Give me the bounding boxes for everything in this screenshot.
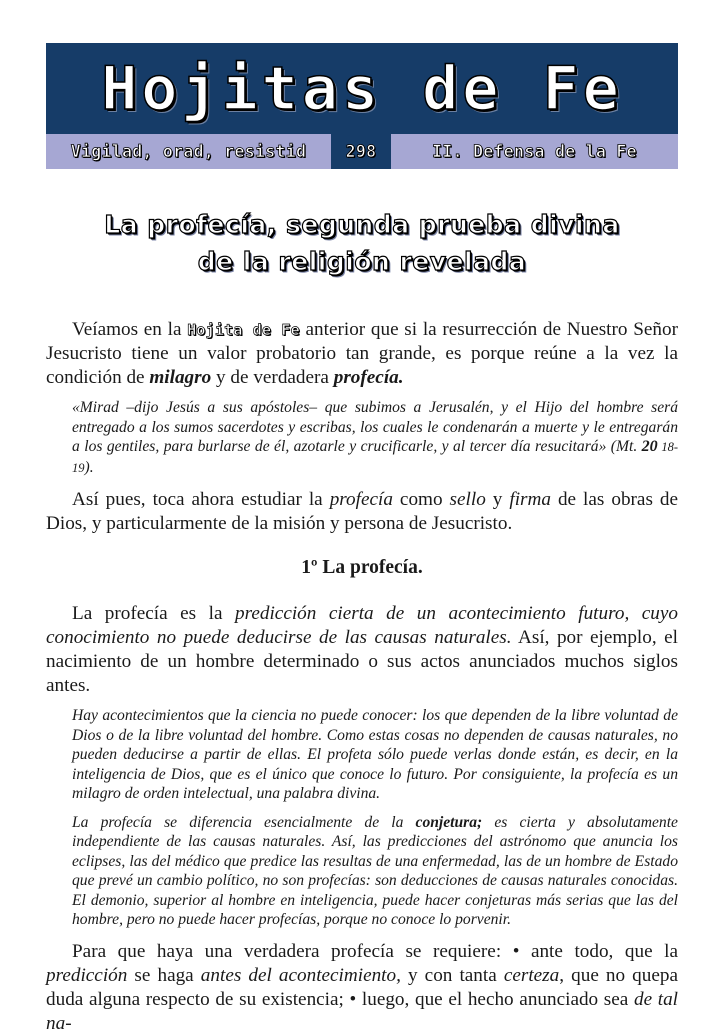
- emphasis: profecía.: [333, 367, 404, 388]
- masthead-title-band: [46, 43, 678, 134]
- paragraph-seal: [46, 488, 678, 536]
- article-title: [46, 206, 678, 280]
- masthead: [46, 43, 678, 169]
- text: Así, por ejemplo, el nacimiento de un hombre determinado o sus actos anunciados muchos siglos antes.: [46, 627, 679, 696]
- emphasis: predicción: [46, 964, 128, 986]
- paragraph-requirements: [46, 940, 678, 1036]
- text: La profecía se diferencia esencialmente de la: [72, 813, 416, 831]
- emphasis: milagro: [149, 367, 212, 388]
- quote-matthew: [72, 398, 678, 478]
- issue-number: 298: [345, 142, 377, 161]
- text: Para que haya una verdadera profecía se requiere: • ante todo, que la: [72, 940, 678, 962]
- text: de las obras de Dios, y particularmente de la misión y persona de Jesucristo.: [46, 489, 679, 534]
- series-box: [391, 134, 678, 169]
- motto-box: [46, 134, 331, 169]
- section-heading-1: 1º La profecía.: [301, 557, 423, 578]
- text: y de verdadera: [211, 367, 334, 388]
- emphasis: certeza: [503, 964, 560, 986]
- masthead-info-band: [46, 134, 678, 169]
- note-conjecture: [72, 813, 678, 930]
- emphasis: conjetura;: [415, 813, 483, 831]
- text: Veíamos en la: [72, 319, 188, 340]
- article-title-line-2: de la religión revelada: [197, 247, 527, 276]
- text: se haga: [127, 964, 201, 986]
- hojita-logo-inline: Hojita de Fe: [187, 321, 300, 339]
- series-name: II. Defensa de la Fe: [432, 142, 637, 161]
- emphasis: de tal na-: [46, 988, 678, 1034]
- article-title-line-1: La profecía, segunda prueba divina: [104, 210, 620, 239]
- emphasis: profecía: [329, 489, 393, 510]
- paragraph-definition: [46, 602, 678, 698]
- text: es cierta y absolutamente independiente de las causas naturales. Así, las predicciones del astrónomo que anuncia los eclipses, las del médico que predice las resultas de una enfermedad, las de un hombre de Estado que prevé un cambio político, no son profecías: son deducciones de causas naturales conocidas. El demonio, superior al hombre en inteligencia, puede hacer conjeturas más serias que las del hombre, pero no puede hacer profecías, porque no conoce lo porvenir.: [72, 813, 678, 928]
- emphasis: firma: [509, 489, 551, 510]
- emphasis: sello: [449, 489, 486, 510]
- quote-text: «Mirad –dijo Jesús a sus apóstoles– que subimos a Jerusalén, y el Hijo del hombre será entregado a los sumos sacerdotes y escribas, los cuales le condenarán a muerte y le entregarán a los gentiles, para burlarse de él, azotarle y crucificarle, y al tercer día resucitará» (Mt.: [72, 399, 678, 455]
- quote-end: ).: [84, 458, 94, 476]
- article-body: [46, 318, 678, 1036]
- text: y con tanta: [400, 964, 504, 986]
- issue-number-box: [331, 134, 391, 169]
- note-science: Hay acontecimientos que la ciencia no puede conocer: los que dependen de la libre voluntad de Dios o de la libre voluntad del hombre. Como estas cosas no dependen de causas naturales, no pueden deducirse a partir de ellas. El profeta sólo puede verlas donde están, es decir, en la inteligencia de Dios, que es el único que conoce lo futuro. Por consiguiente, la profecía es un milagro de orden intelectual, una palabra divina.: [72, 707, 678, 802]
- text: La profecía es la: [72, 603, 236, 624]
- text: Así pues, toca ahora estudiar la: [72, 489, 330, 510]
- bible-chapter: 20: [641, 438, 658, 455]
- text: anterior que si la resurrección de Nuestro Señor Jesucristo tiene un valor probatorio tan grande, es porque reúne a la vez la condición de: [46, 319, 678, 388]
- emphasis: predicción cierta de un acontecimiento futuro, cuyo conocimiento no puede deducirse de las causas naturales.: [46, 603, 678, 648]
- text: como: [392, 489, 450, 510]
- emphasis: antes del acontecimiento,: [200, 964, 401, 986]
- motto: Vigilad, orad, resistid: [70, 142, 307, 161]
- paragraph-intro: [46, 318, 678, 390]
- text: , que no quepa duda alguna respecto de su existencia; • luego, que el hecho anunciado sea: [46, 964, 678, 1010]
- text: y: [485, 489, 510, 510]
- masthead-title: Hojitas de Fe: [101, 53, 623, 124]
- bible-verses: 18-19: [72, 440, 678, 475]
